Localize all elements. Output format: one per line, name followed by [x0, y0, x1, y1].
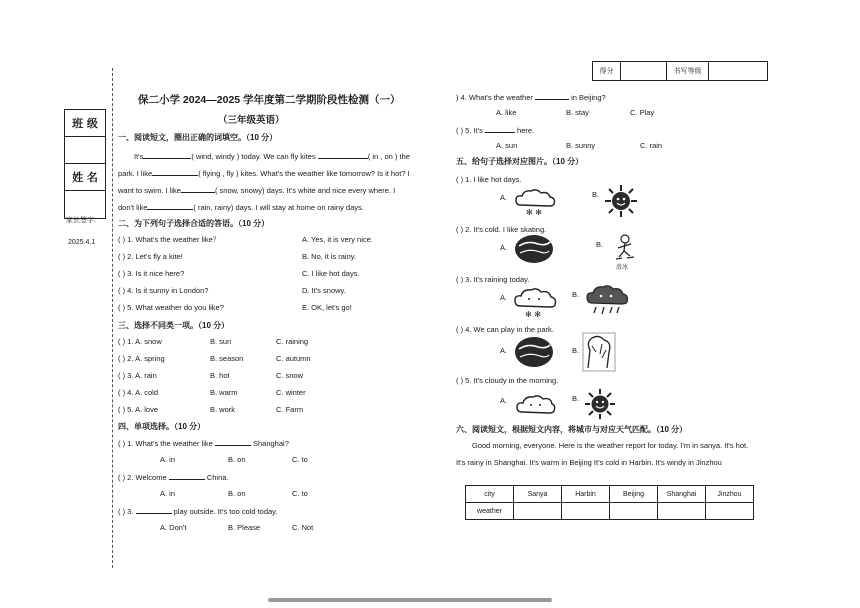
- answer-cell[interactable]: [658, 503, 706, 520]
- name-label: 姓 名: [65, 164, 105, 191]
- section3-option-a: ( ) 4. A. cold: [118, 388, 159, 397]
- option-b-label: B.: [572, 394, 580, 403]
- section4-option-a: A. in: [160, 489, 176, 498]
- section3-option-c: C. winter: [276, 388, 306, 397]
- section2-answer: C. I like hot days.: [302, 269, 360, 278]
- section5-heading: 五、给句子选择对应图片。（10 分）: [456, 157, 584, 166]
- section2-answer: B. No, it is rainy.: [302, 252, 357, 261]
- section3-option-c: C. Farm: [276, 405, 304, 414]
- svg-text:✻ ✻: ✻ ✻: [525, 310, 541, 319]
- answer-cell[interactable]: [514, 503, 562, 520]
- name-field[interactable]: [65, 191, 105, 218]
- section5-item: ( ) 4. We can play in the park.: [456, 325, 554, 334]
- section5-item: ( ) 5. It's cloudy in the morning.: [456, 376, 559, 385]
- section1-line-2: park. I like ( flying , fly ) kites. What's the weather like tomorrow? Is it hot? I: [118, 169, 410, 178]
- section4-option-c: C. Not: [292, 523, 314, 532]
- answer-blank[interactable]: [143, 151, 191, 159]
- section5-item: ( ) 3. It's raining today.: [456, 275, 530, 284]
- table-header-cell: Shanghai: [658, 486, 706, 503]
- section3-option-a: ( ) 5. A. love: [118, 405, 159, 414]
- option-a-label: A.: [500, 396, 508, 405]
- section3-option-a: ( ) 2. A. spring: [118, 354, 165, 363]
- section2-question: ( ) 2. Let's fly a kite!: [118, 252, 183, 261]
- section3-option-b: B. hot: [210, 371, 230, 380]
- section4-option-b: B. on: [228, 455, 246, 464]
- option-a-label: A.: [500, 193, 508, 202]
- section4-option-c: C. to: [292, 489, 308, 498]
- section4-option-c: C. to: [292, 455, 308, 464]
- section3-option-c: C. snow: [276, 371, 304, 380]
- park-tree-icon: [582, 332, 616, 372]
- table-header-cell: Beijing: [610, 486, 658, 503]
- section6-heading: 六、阅读短文，根据短文内容，将城市与对应天气匹配。（10 分）: [456, 425, 688, 434]
- section5-item: ( ) 2. It's cold. I like skating.: [456, 225, 547, 234]
- section4-stem: ( ) 2. Welcome China.: [118, 473, 229, 482]
- section5-item: ( ) 1. I like hot days.: [456, 175, 522, 184]
- home-indicator[interactable]: [268, 598, 552, 602]
- wind-scene-icon: [514, 234, 554, 264]
- answer-blank[interactable]: [147, 202, 193, 210]
- answer-blank[interactable]: [136, 506, 172, 514]
- section3-option-c: C. autumn: [276, 354, 311, 363]
- parent-signature-label: 家长签字:: [66, 217, 96, 224]
- section4-stem: ) 4. What's the weather in Beijing?: [456, 93, 606, 102]
- section3-option-b: B. work: [210, 405, 236, 414]
- section2-question: ( ) 3. Is it nice here?: [118, 269, 185, 278]
- sun-icon: [584, 388, 616, 420]
- section4-option-b: B. sunny: [566, 141, 596, 150]
- section4-heading: 四、单项选择。（10 分）: [118, 422, 206, 431]
- score-field[interactable]: [621, 62, 667, 80]
- section4-option-b: B. stay: [566, 108, 589, 117]
- section3-option-b: B. sun: [210, 337, 232, 346]
- sun-icon: [604, 184, 638, 218]
- cloud-icon: [514, 392, 556, 416]
- section2-answer: E. OK, let's go!: [302, 303, 352, 312]
- section3-option-c: C. raining: [276, 337, 309, 346]
- passage-line-1: Good morning, everyone. Here is the weather report for today. I'm in sanya. It's hot.: [472, 441, 749, 450]
- answer-blank[interactable]: [152, 168, 198, 176]
- section3-option-a: ( ) 1. A. snow: [118, 337, 162, 346]
- option-b-label: B.: [596, 240, 604, 249]
- section2-answer: D. It's snowy.: [302, 286, 346, 295]
- table-header-cell: Harbin: [562, 486, 610, 503]
- section4-option-b: B. Please: [228, 523, 261, 532]
- weather-match-table: [465, 485, 754, 520]
- section4-stem: ( ) 5. It's here.: [456, 126, 535, 135]
- wind-scene-icon: [514, 336, 554, 368]
- table-header-cell: Jinzhou: [706, 486, 754, 503]
- class-field[interactable]: [65, 137, 105, 164]
- section4-option-b: B. on: [228, 489, 246, 498]
- writing-grade-label: 书写等级: [667, 62, 709, 80]
- section2-question: ( ) 1. What's the weather like？: [118, 235, 221, 244]
- table-row: [466, 486, 754, 503]
- page-title: 保二小学 2024—2025 学年度第二学期阶段性检测（一）: [138, 94, 401, 106]
- table-row-label: weather: [466, 503, 514, 520]
- section4-stem: ( ) 3. play outside. It's too cold today.: [118, 507, 278, 516]
- option-b-label: B.: [572, 290, 580, 299]
- snow-cloud-icon: [512, 286, 558, 320]
- section1-heading: 一、阅读短文，圈出正确的词填空。（10 分）: [118, 133, 278, 142]
- answer-cell[interactable]: [610, 503, 658, 520]
- skating-caption: 滑冰: [616, 265, 629, 271]
- class-label: 班 级: [65, 110, 105, 137]
- writing-grade-field[interactable]: [709, 62, 767, 80]
- section3-option-b: B. season: [210, 354, 244, 363]
- page-subtitle: （三年级英语）: [218, 115, 285, 126]
- section4-option-a: A. like: [496, 108, 517, 117]
- section2-question: ( ) 4. Is it sunny in London?: [118, 286, 209, 295]
- student-info-box: [64, 109, 106, 219]
- answer-blank[interactable]: [485, 125, 515, 133]
- exam-date: 2025.4.1: [68, 239, 96, 246]
- rain-cloud-icon: [584, 283, 630, 317]
- section2-heading: 二、为下列句子选择合适的答语。（10 分）: [118, 219, 270, 228]
- snow-cloud-icon: [512, 187, 558, 217]
- section4-option-a: A. Don't: [160, 523, 187, 532]
- passage-line-2: It's rainy in Shanghai. It's warm in Beijing It's cold in Harbin. It's windy in Jinzhou: [456, 458, 722, 467]
- section3-option-a: ( ) 3. A. rain: [118, 371, 157, 380]
- section1-line-3: want to swim. I like ( snow, snowy) days. It's white and nice every where. I: [118, 186, 396, 195]
- section4-option-a: A. in: [160, 455, 176, 464]
- section4-option-a: A. sun: [496, 141, 518, 150]
- section3-heading: 三、选择不同类一项。（10 分）: [118, 321, 230, 330]
- section4-option-c: C. rain: [640, 141, 663, 150]
- table-row: [466, 503, 754, 520]
- section2-question: ( ) 5. What weather do you like?: [118, 303, 224, 312]
- table-header-cell: city: [466, 486, 514, 503]
- section4-stem: ( ) 1. What's the weather like Shanghai?: [118, 439, 289, 448]
- option-a-label: A.: [500, 346, 508, 355]
- answer-blank[interactable]: [318, 151, 368, 159]
- answer-blank[interactable]: [535, 92, 569, 100]
- score-label: 得分: [593, 62, 621, 80]
- table-header-cell: Sanya: [514, 486, 562, 503]
- answer-cell[interactable]: [562, 503, 610, 520]
- binding-line: [112, 68, 113, 568]
- option-a-label: A.: [500, 293, 508, 302]
- svg-text:✻ ✻: ✻ ✻: [526, 208, 542, 217]
- section3-option-b: B. warm: [210, 388, 238, 397]
- section4-option-c: C. Play: [630, 108, 655, 117]
- answer-blank[interactable]: [181, 185, 215, 193]
- score-box: [592, 61, 768, 81]
- section1-line-1: It's ( wind, windy ) today. We can fly kites ( in , on ) the: [134, 152, 410, 161]
- answer-blank[interactable]: [215, 438, 251, 446]
- section1-line-4: don't like ( rain, rainy) days. I will stay at home on rainy days.: [118, 203, 364, 212]
- answer-cell[interactable]: [706, 503, 754, 520]
- option-b-label: B.: [572, 346, 580, 355]
- skating-child-icon: [612, 234, 638, 262]
- answer-blank[interactable]: [169, 472, 205, 480]
- option-b-label: B.: [592, 190, 600, 199]
- section2-answer: A. Yes, it is very nice.: [302, 235, 373, 244]
- option-a-label: A.: [500, 243, 508, 252]
